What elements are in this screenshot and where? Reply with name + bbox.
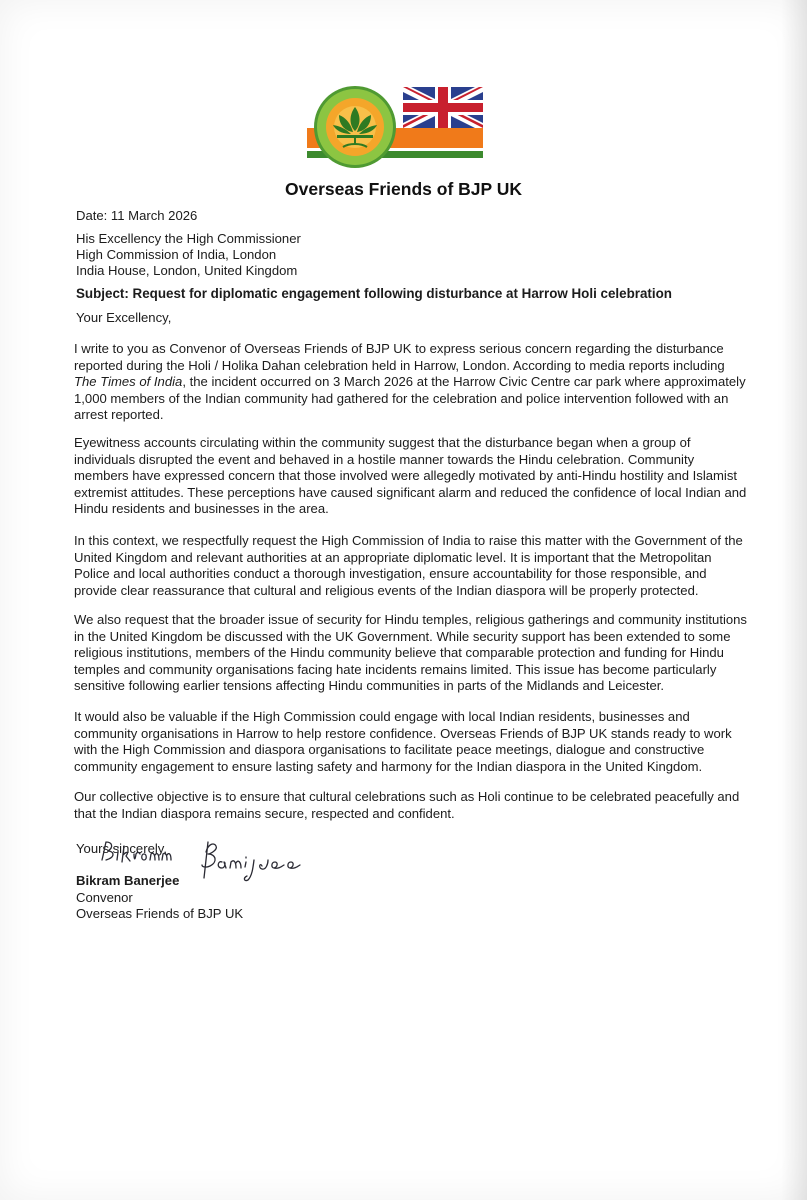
paragraph-line: We also request that the broader issue of security for Hindu temples, religious gatherings and community institutions [74, 612, 747, 627]
union-jack-icon [403, 87, 483, 128]
paragraph-5 [74, 709, 734, 775]
paragraph-line [74, 374, 746, 391]
paragraph-line: individuals disrupted the event and behaved in a hostile manner towards the Hindu celebration. Community [74, 451, 695, 467]
signatory-organization: Overseas Friends of BJP UK [76, 906, 244, 921]
recipient-line: High Commission of India, London [76, 247, 277, 262]
paragraph-line: temples and community organisations facing hate incidents remains limited. This issue has become particularly [74, 661, 717, 677]
paragraph-line: extremist attitudes. These perceptions have caused significant alarm and reduced the confidence of local Indian and [74, 484, 747, 500]
paragraph-line: religious institutions, members of the Hindu community believe that comparable protection and funding for Hindu [74, 645, 724, 661]
subject-line: Subject: Request for diplomatic engagement following disturbance at Harrow Holi celebration [76, 286, 672, 301]
bjp-uk-logo [305, 85, 485, 170]
paragraph-line: United Kingdom and relevant authorities at an appropriate diplomatic level. It is important that the Metropolitan [74, 549, 712, 565]
publication-name: The Times of India [74, 374, 183, 390]
paragraph-6 [74, 789, 740, 822]
paragraph-line: in the United Kingdom be discussed with the UK Government. While security support has been extended to some [74, 628, 731, 644]
paragraph-line: provide clear reassurance that cultural and religious events of the Indian diaspora will be properly protected. [74, 582, 699, 598]
paragraph-line-rest: , the incident occurred on 3 March 2026 at the Harrow Civic Centre car park where approximately [182, 374, 746, 390]
lotus-emblem-icon [314, 86, 396, 168]
signatory-name: Bikram Banerjee [76, 873, 180, 888]
paragraph-line: In this context, we respectfully request the High Commission of India to raise this matter with the Government of the [74, 533, 743, 548]
recipient-line: India House, London, United Kingdom [76, 263, 298, 278]
paragraph-line: Eyewitness accounts circulating within the community suggest that the disturbance began when a group of [74, 435, 691, 450]
paragraph-line: 1,000 members of the Indian community had gathered for the celebration and police intervention followed with an [74, 390, 729, 406]
paragraph-4 [74, 612, 747, 695]
paragraph-line: Police and local authorities conduct a thorough investigation, ensure accountability for those responsible, and [74, 566, 707, 582]
paragraph-line: Hindu residents and businesses in the area. [74, 501, 329, 517]
paragraph-2 [74, 435, 747, 518]
recipient-line: His Excellency the High Commissioner [76, 231, 301, 246]
paragraph-line: sensitive following earlier tensions affecting Hindu communities in parts of the Midlands and Leicester. [74, 678, 665, 694]
signatory-title: Convenor [76, 890, 133, 905]
paragraph-1 [74, 341, 746, 424]
closing: Yours sincerely, [76, 841, 167, 856]
paragraph-line: members have expressed concern that those involved were allegedly motivated by anti-Hindu hostility and Islamist [74, 468, 738, 484]
organization-heading: Overseas Friends of BJP UK [285, 179, 522, 199]
paragraph-3 [74, 533, 743, 599]
salutation: Your Excellency, [76, 310, 172, 325]
paragraph-line: with the High Commission and diaspora organisations to facilitate peace meetings, dialogue and constructive [74, 742, 705, 758]
date-line: Date: 11 March 2026 [76, 208, 198, 223]
paragraph-line: Our collective objective is to ensure that cultural celebrations such as Holi continue to be celebrated peacefully and [74, 789, 740, 804]
paragraph-line: reported during the Holi / Holika Dahan celebration held in Harrow, London. According to media reports including [74, 357, 725, 373]
paragraph-line: community engagement to ensure lasting safety and harmony for the Indian diaspora in the United Kingdom. [74, 758, 703, 774]
paragraph-line: arrest reported. [74, 407, 164, 423]
paragraph-line: I write to you as Convenor of Overseas Friends of BJP UK to express serious concern regarding the disturbance [74, 341, 724, 356]
paragraph-line: that the Indian diaspora remains secure, respected and confident. [74, 805, 455, 821]
paragraph-line: community organisations in Harrow to help restore confidence. Overseas Friends of BJP UK stands ready to work [74, 725, 732, 741]
paragraph-line: It would also be valuable if the High Commission could engage with local Indian residents, businesses and [74, 709, 690, 724]
